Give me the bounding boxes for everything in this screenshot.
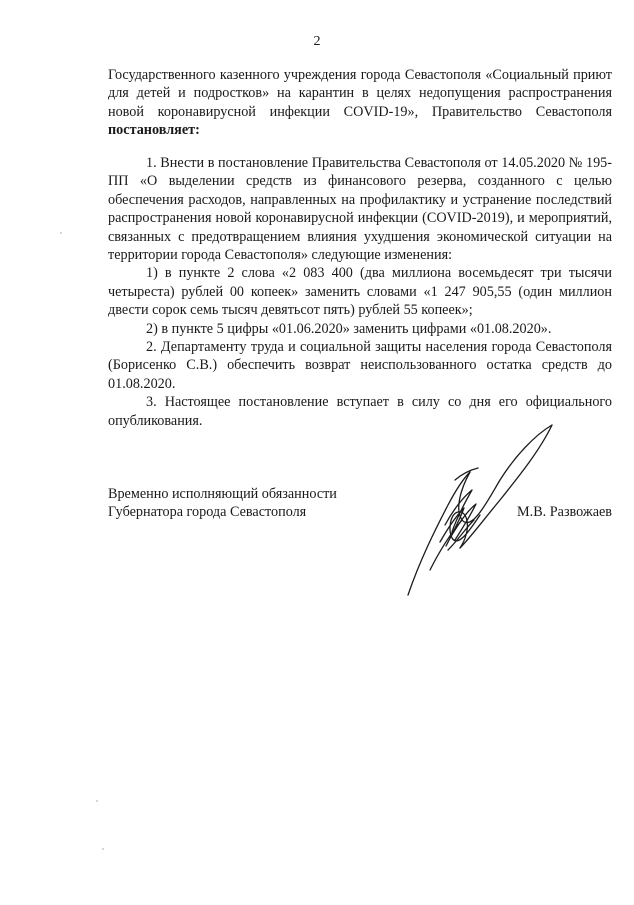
paragraph-2: 2. Департаменту труда и социальной защиты населения города Севастополя (Борисенко С.В.) обеспечить возврат неиспользованного остатка средств до 01.08.2020. (108, 339, 612, 392)
signatory-title-line-2: Губернатора города Севастополя (108, 504, 307, 521)
intro-text: Государственного казенного учреждения города Севастополя «Социальный приют для детей и подростков» на карантин в целях недопущения распространения новой коронавирусной инфекции COVID-19», Правительство Севастополя (108, 67, 612, 120)
decree-body (108, 154, 612, 430)
scan-speck (96, 800, 98, 802)
scan-speck (60, 232, 62, 234)
handwritten-signature (400, 420, 560, 600)
intro-paragraph (108, 66, 612, 140)
signatory-name: М.В. Развожаев (517, 504, 612, 520)
paragraph-3: 3. Настоящее постановление вступает в силу со дня его официального опубликования. (108, 394, 612, 429)
paragraph-1-subitem-1: 1) в пункте 2 слова «2 083 400 (два миллиона восемьдесят три тысячи четыреста) рублей 00 копеек» заменить словами «1 247 905,55 (один миллион двести сорок семь тысяч девятьсот пять) рублей 55 копеек»; (108, 265, 612, 319)
intro-bold-decree: постановляет: (108, 122, 200, 139)
scan-speck (102, 848, 104, 850)
page-number: 2 (313, 34, 321, 49)
paragraph-1-subitem-2: 2) в пункте 5 цифры «01.06.2020» заменить цифрами «01.08.2020». (146, 320, 552, 337)
signatory-title-line-1: Временно исполняющий обязанности (108, 486, 337, 502)
paragraph-1: 1. Внести в постановление Правительства Севастополя от 14.05.2020 № 195-ПП «О выделении средств из финансового резерва, созданного с целью обеспечения расходов, направленных на профилактику и устранение последствий распространения новой коронавирусной инфекции (COVID-2019), и мероприятий, связанных с предотвращением влияния ухудшения экономической ситуации на территории города Севастополя» следующие изменения: (108, 155, 612, 264)
